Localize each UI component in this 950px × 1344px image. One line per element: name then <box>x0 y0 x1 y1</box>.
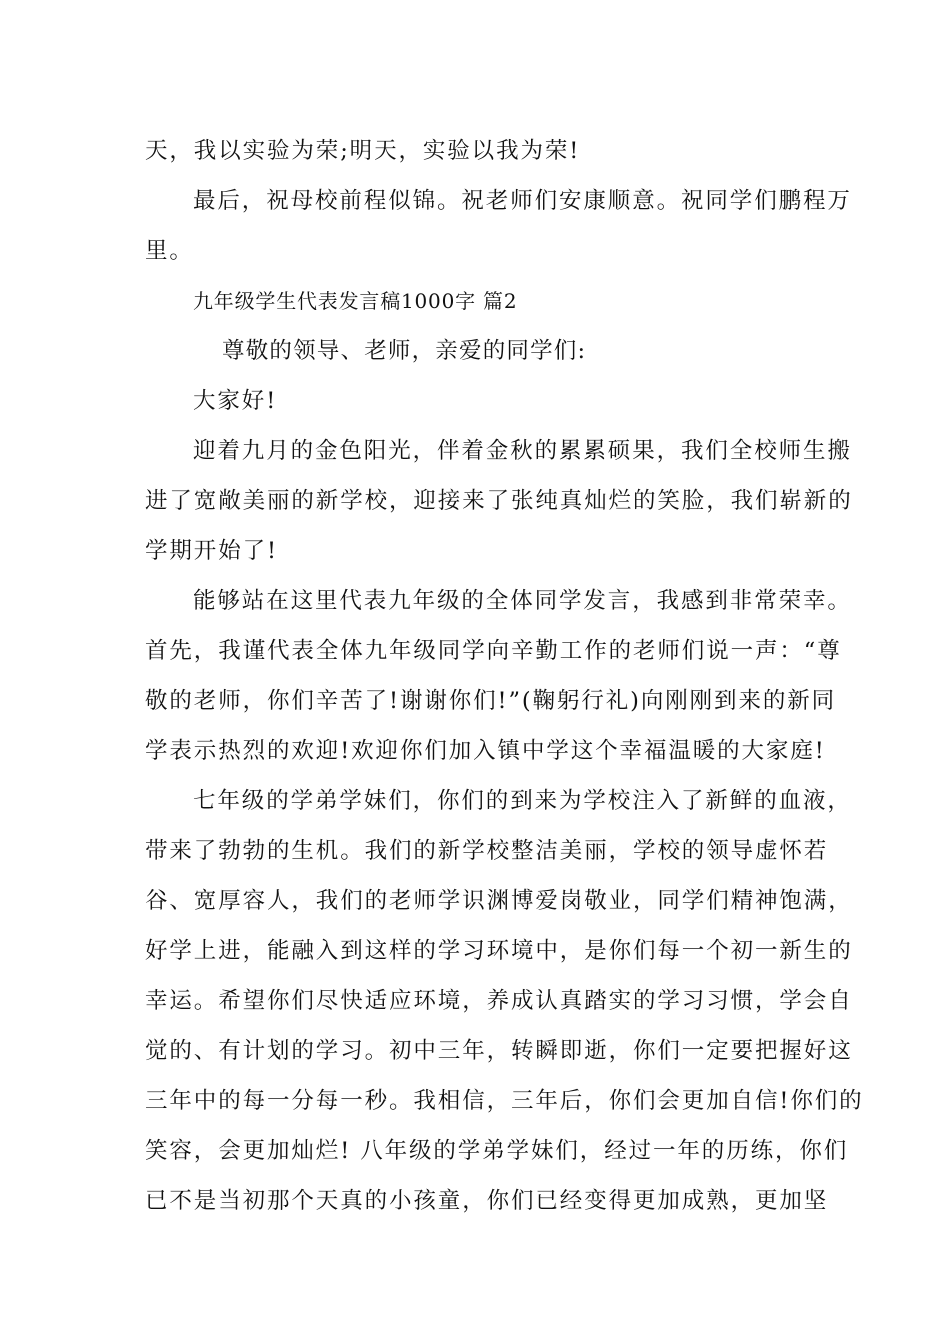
text-line: 大家好! <box>193 388 278 414</box>
text-line: 三年中的每一分每一秒。我相信，三年后，你们会更加自信!你们的 <box>145 1088 864 1114</box>
section-heading: 九年级学生代表发言稿1000字 篇2 <box>193 289 518 313</box>
text-line: 已不是当初那个天真的小孩童，你们已经变得更加成熟，更加坚 <box>145 1188 829 1214</box>
text-line: 天，我以实验为荣;明天，实验以我为荣! <box>145 138 581 164</box>
text-line: 能够站在这里代表九年级的全体同学发言，我感到非常荣幸。 <box>193 588 852 614</box>
text-line: 七年级的学弟学妹们，你们的到来为学校注入了新鲜的血液， <box>193 788 852 814</box>
text-line: 学表示热烈的欢迎!欢迎你们加入镇中学这个幸福温暖的大家庭! <box>145 738 826 764</box>
salutation: 尊敬的领导、老师，亲爱的同学们: <box>222 338 587 364</box>
text-line: 首先，我谨代表全体九年级同学向辛勤工作的老师们说一声：“尊 <box>145 638 842 664</box>
text-line: 最后，祝母校前程似锦。祝老师们安康顺意。祝同学们鹏程万 <box>193 188 852 214</box>
text-line: 敬的老师，你们辛苦了!谢谢你们!”(鞠躬行礼)向刚刚到来的新同 <box>145 688 837 714</box>
text-line: 笑容，会更加灿烂! 八年级的学弟学妹们，经过一年的历练，你们 <box>145 1138 849 1164</box>
text-line: 迎着九月的金色阳光，伴着金秋的累累硕果，我们全校师生搬 <box>193 438 852 464</box>
text-line: 谷、宽厚容人，我们的老师学识渊博爱岗敬业，同学们精神饱满， <box>145 888 853 914</box>
text-line: 好学上进，能融入到这样的学习环境中，是你们每一个初一新生的 <box>145 938 853 964</box>
text-line: 带来了勃勃的生机。我们的新学校整洁美丽，学校的领导虚怀若 <box>145 838 829 864</box>
text-line: 学期开始了! <box>145 538 278 564</box>
text-line: 幸运。希望你们尽快适应环境，养成认真踏实的学习习惯，学会自 <box>145 988 853 1014</box>
text-line: 觉的、有计划的学习。初中三年，转瞬即逝，你们一定要把握好这 <box>145 1038 853 1064</box>
text-line: 里。 <box>145 238 194 264</box>
text-line: 进了宽敞美丽的新学校，迎接来了张纯真灿烂的笑脸，我们崭新的 <box>145 488 853 514</box>
